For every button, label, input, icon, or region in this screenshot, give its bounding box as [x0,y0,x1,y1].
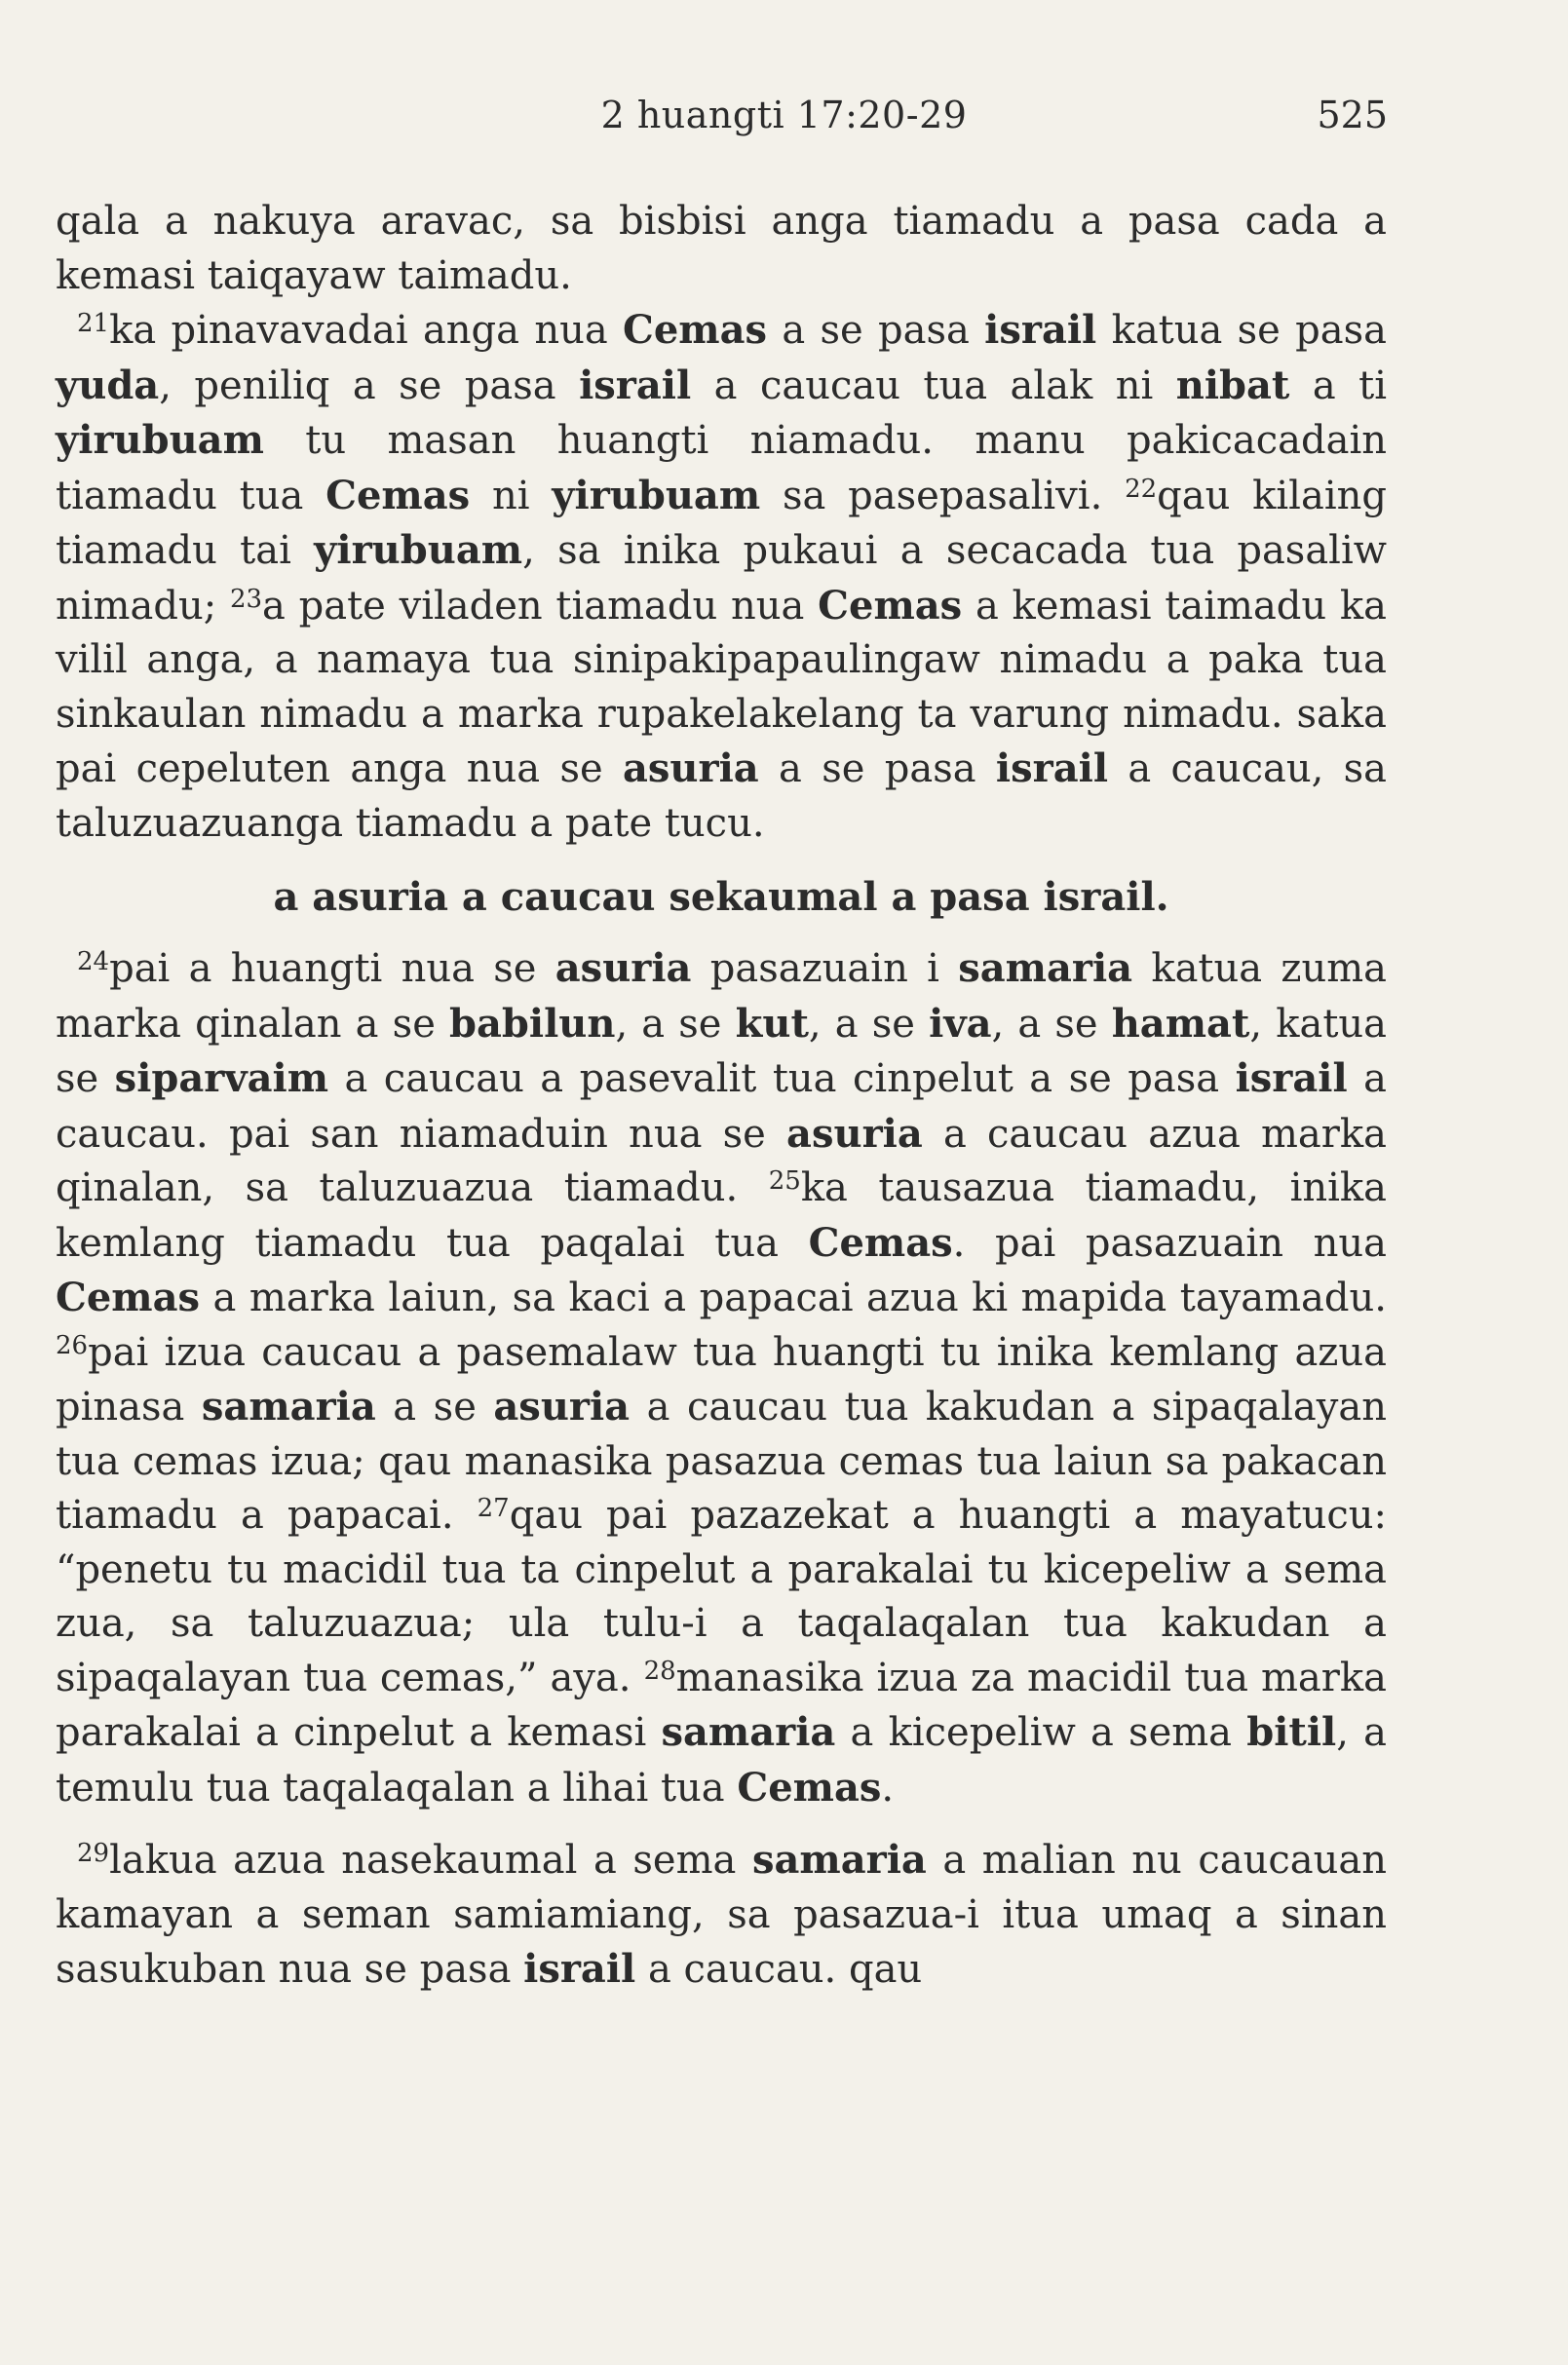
verse-number: 24 [77,947,110,976]
running-title: 2 huangti 17:20-29 [600,94,968,136]
page-number: 525 [1317,94,1388,136]
verse-number: 29 [77,1839,110,1868]
section-heading: a asuria a caucau sekaumal a pasa israil. [273,874,1169,920]
verse-21-paragraph: $^{21}$ka pinavavadai anga nua Cemas a se pasa israil katua se pasa yuda, peniliq a se pasa israil a caucau tua alak ni nibat a ti yirubuam tu masan huangti niamadu. manu pakicacadain tiamadu tua Cemas ni yirubuam sa pasepasalivi. $^{22}$qau kilaing tiamadu tai yirubuam, sa inika pukaui a secacada tua pasaliw nimadu; $^{23}$a pate viladen tiamadu nua Cemas a kemasi taimadu ka vilil anga, a namaya tua sinipakipapaulingaw nimadu a paka tua sinkaulan nimadu a marka rupakelakelang ta varung nimadu. saka pai cepeluten anga nua se asuria a se pasa israil a caucau, sa taluzuazuanga tiamadu a pate tucu. [56,307,1388,846]
verse-29-paragraph: $^{29}$lakua azua nasekaumal a sema samaria a malian nu caucauan kamayan a seman samiamiang, sa pasazua-i itua umaq a sinan sasukuban nua se pasa israil a caucau. qau [56,1837,1387,1992]
scripture-text [56,195,1387,1998]
verse-24-paragraph: $^{24}$pai a huangti nua se asuria pasazuain i samaria katua zuma marka qinalan a se babilun, a se kut, a se iva, a se hamat, katua se siparvaim a caucau a pasevalit tua cinpelut a se pasa israil a caucau. pai san niamaduin nua se asuria a caucau azua marka qinalan, sa taluzuazua tiamadu. $^{25}$ka tausazua tiamadu, inika kemlang tiamadu tua paqalai tua Cemas. pai pasazuain nua Cemas a marka laiun, sa kaci a papacai azua ki mapida tayamadu. $^{26}$pai izua caucau a pasemalaw tua huangti tu inika kemlang azua pinasa samaria a se asuria a caucau tua kakudan a sipaqalayan tua cemas izua; qau manasika pasazua cemas tua laiun sa pakacan tiamadu a papacai. $^{27}$qau pai pazazekat a huangti a mayatucu: “penetu tu macidil tua ta cinpelut a parakalai tu kicepeliw a sema zua, sa taluzuazua; ula tulu-i a taqalaqalan tua kakudan a sipaqalayan tua cemas,” aya. $^{28}$manasika izua za macidil tua marka parakalai a cinpelut a kemasi samaria a kicepeliw a sema bitil, a temulu tua taqalaqalan a lihai tua Cemas. [56,945,1388,1811]
verse-number: 27 [477,1494,510,1523]
verse-number: 22 [1125,474,1158,504]
verse-number: 21 [77,309,110,338]
verse-number: 25 [768,1166,801,1196]
verse-number: 23 [229,584,263,614]
running-head [0,94,1568,152]
verse-number: 26 [56,1330,89,1360]
verse-20-continuation: qala a nakuya aravac, sa bisbisi anga tiamadu a pasa cada a kemasi taiqayaw taimadu. [56,199,1387,298]
verse-number: 28 [643,1656,676,1686]
